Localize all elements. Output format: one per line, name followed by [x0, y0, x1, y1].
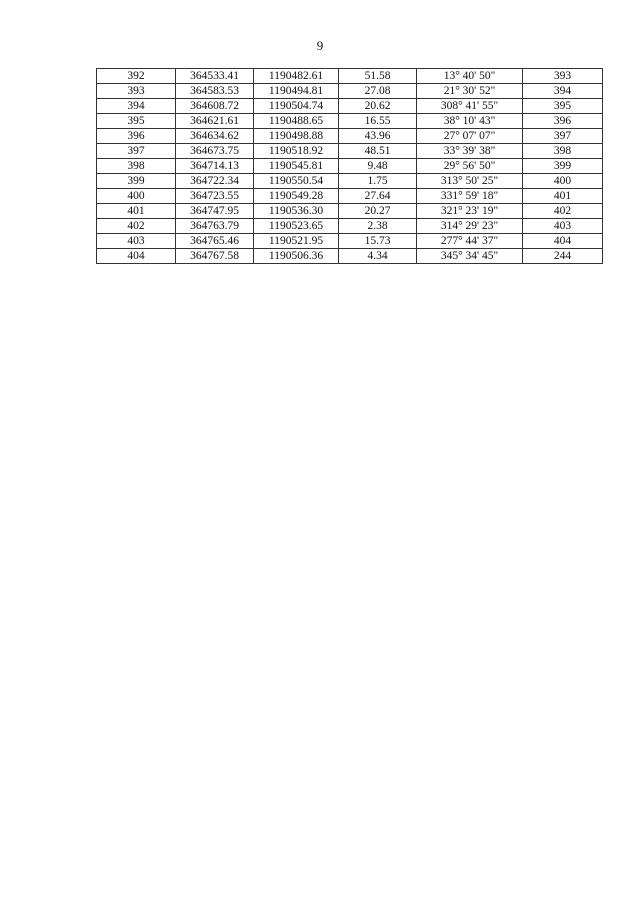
y-coordinate-cell: 1190545.81 — [254, 159, 339, 174]
bearing-cell: 27° 07' 07" — [417, 129, 523, 144]
y-coordinate-cell: 1190536.30 — [254, 204, 339, 219]
point-number-cell: 394 — [97, 99, 176, 114]
coordinates-table — [96, 68, 603, 264]
point-number-cell: 400 — [97, 189, 176, 204]
distance-cell: 51.58 — [339, 69, 417, 84]
distance-cell: 20.27 — [339, 204, 417, 219]
next-point-cell: 404 — [523, 234, 603, 249]
point-number-cell: 396 — [97, 129, 176, 144]
bearing-cell: 313° 50' 25" — [417, 174, 523, 189]
x-coordinate-cell: 364723.55 — [176, 189, 254, 204]
x-coordinate-cell: 364673.75 — [176, 144, 254, 159]
bearing-cell: 38° 10' 43" — [417, 114, 523, 129]
table-row — [97, 159, 603, 174]
point-number-cell: 395 — [97, 114, 176, 129]
table-row — [97, 204, 603, 219]
next-point-cell: 403 — [523, 219, 603, 234]
y-coordinate-cell: 1190549.28 — [254, 189, 339, 204]
bearing-cell: 29° 56' 50" — [417, 159, 523, 174]
table-row — [97, 249, 603, 264]
bearing-cell: 345° 34' 45" — [417, 249, 523, 264]
y-coordinate-cell: 1190494.81 — [254, 84, 339, 99]
bearing-cell: 277° 44' 37" — [417, 234, 523, 249]
next-point-cell: 396 — [523, 114, 603, 129]
distance-cell: 43.96 — [339, 129, 417, 144]
next-point-cell: 399 — [523, 159, 603, 174]
distance-cell: 2.38 — [339, 219, 417, 234]
table-row — [97, 144, 603, 159]
table-row — [97, 189, 603, 204]
distance-cell: 20.62 — [339, 99, 417, 114]
y-coordinate-cell: 1190504.74 — [254, 99, 339, 114]
distance-cell: 1.75 — [339, 174, 417, 189]
point-number-cell: 393 — [97, 84, 176, 99]
x-coordinate-cell: 364608.72 — [176, 99, 254, 114]
table-row — [97, 174, 603, 189]
table-row — [97, 219, 603, 234]
y-coordinate-cell: 1190498.88 — [254, 129, 339, 144]
table-row — [97, 234, 603, 249]
y-coordinate-cell: 1190550.54 — [254, 174, 339, 189]
next-point-cell: 402 — [523, 204, 603, 219]
x-coordinate-cell: 364621.61 — [176, 114, 254, 129]
y-coordinate-cell: 1190523.65 — [254, 219, 339, 234]
point-number-cell: 399 — [97, 174, 176, 189]
distance-cell: 16.55 — [339, 114, 417, 129]
table-row — [97, 99, 603, 114]
bearing-cell: 13° 40' 50" — [417, 69, 523, 84]
point-number-cell: 403 — [97, 234, 176, 249]
x-coordinate-cell: 364714.13 — [176, 159, 254, 174]
y-coordinate-cell: 1190488.65 — [254, 114, 339, 129]
distance-cell: 4.34 — [339, 249, 417, 264]
next-point-cell: 400 — [523, 174, 603, 189]
bearing-cell: 21° 30' 52" — [417, 84, 523, 99]
distance-cell: 9.48 — [339, 159, 417, 174]
distance-cell: 48.51 — [339, 144, 417, 159]
point-number-cell: 401 — [97, 204, 176, 219]
x-coordinate-cell: 364722.34 — [176, 174, 254, 189]
table-row — [97, 84, 603, 99]
bearing-cell: 308° 41' 55" — [417, 99, 523, 114]
bearing-cell: 314° 29' 23" — [417, 219, 523, 234]
x-coordinate-cell: 364533.41 — [176, 69, 254, 84]
next-point-cell: 398 — [523, 144, 603, 159]
next-point-cell: 394 — [523, 84, 603, 99]
table-row — [97, 114, 603, 129]
next-point-cell: 395 — [523, 99, 603, 114]
point-number-cell: 404 — [97, 249, 176, 264]
point-number-cell: 402 — [97, 219, 176, 234]
page-number: 9 — [316, 38, 324, 53]
y-coordinate-cell: 1190482.61 — [254, 69, 339, 84]
bearing-cell: 321° 23' 19" — [417, 204, 523, 219]
next-point-cell: 397 — [523, 129, 603, 144]
x-coordinate-cell: 364765.46 — [176, 234, 254, 249]
next-point-cell: 244 — [523, 249, 603, 264]
table-row — [97, 129, 603, 144]
x-coordinate-cell: 364583.53 — [176, 84, 254, 99]
x-coordinate-cell: 364763.79 — [176, 219, 254, 234]
x-coordinate-cell: 364634.62 — [176, 129, 254, 144]
x-coordinate-cell: 364767.58 — [176, 249, 254, 264]
next-point-cell: 393 — [523, 69, 603, 84]
y-coordinate-cell: 1190518.92 — [254, 144, 339, 159]
y-coordinate-cell: 1190506.36 — [254, 249, 339, 264]
distance-cell: 27.64 — [339, 189, 417, 204]
distance-cell: 27.08 — [339, 84, 417, 99]
bearing-cell: 331° 59' 18" — [417, 189, 523, 204]
x-coordinate-cell: 364747.95 — [176, 204, 254, 219]
point-number-cell: 392 — [97, 69, 176, 84]
next-point-cell: 401 — [523, 189, 603, 204]
point-number-cell: 398 — [97, 159, 176, 174]
table-row — [97, 69, 603, 84]
coordinates-table-body — [97, 69, 603, 264]
point-number-cell: 397 — [97, 144, 176, 159]
y-coordinate-cell: 1190521.95 — [254, 234, 339, 249]
distance-cell: 15.73 — [339, 234, 417, 249]
bearing-cell: 33° 39' 38" — [417, 144, 523, 159]
